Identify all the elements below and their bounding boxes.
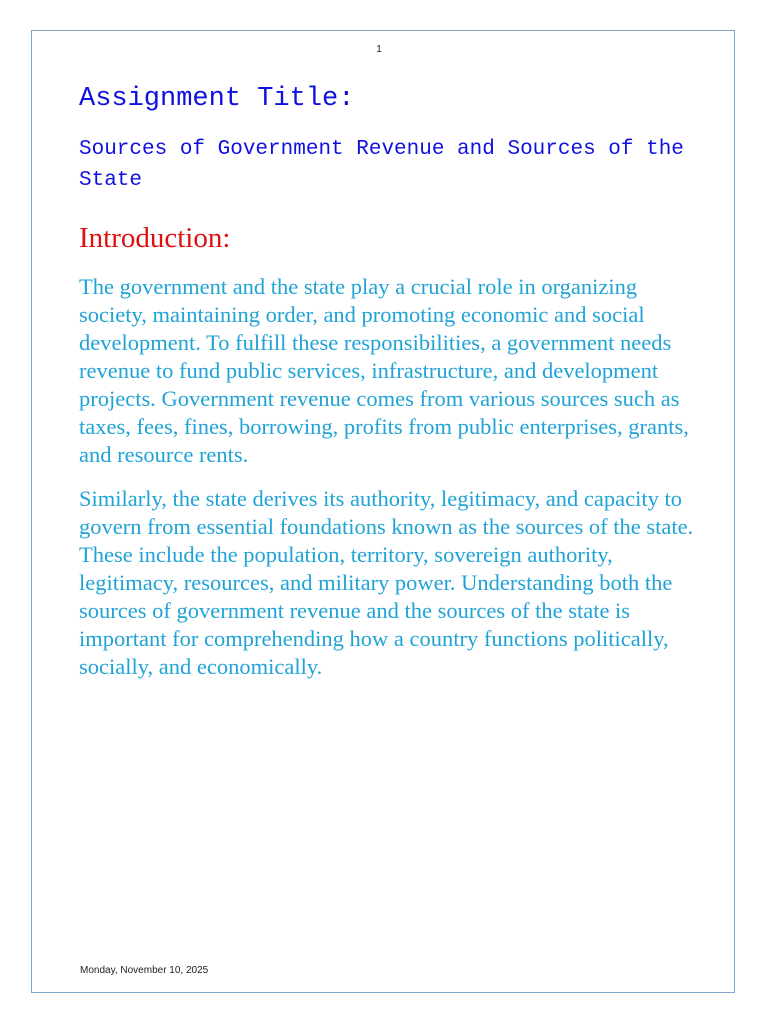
footer-date: Monday, November 10, 2025: [80, 965, 209, 976]
page-number: 1: [376, 44, 382, 55]
introduction-heading: Introduction:: [79, 222, 231, 254]
document-body: [79, 80, 699, 681]
intro-paragraph-1: The government and the state play a crucial role in organizing society, maintaining order, and promoting economic and social development. To fulfill these responsibilities, a government needs revenue to fund public services, infrastructure, and development projects. Government revenue comes from various sources such as taxes, fees, fines, borrowing, profits from public enterprises, grants, and resource rents.: [79, 274, 689, 467]
intro-paragraph-2: Similarly, the state derives its authority, legitimacy, and capacity to govern from essential foundations known as the sources of the state. These include the population, territory, sovereign authority, legitimacy, resources, and military power. Understanding both the sources of government revenue and the sources of the state is important for comprehending how a country functions politically, socially, and economically.: [79, 486, 694, 679]
assignment-heading: Assignment Title:: [79, 84, 355, 114]
assignment-title: Sources of Government Revenue and Sources of the State: [79, 138, 684, 192]
